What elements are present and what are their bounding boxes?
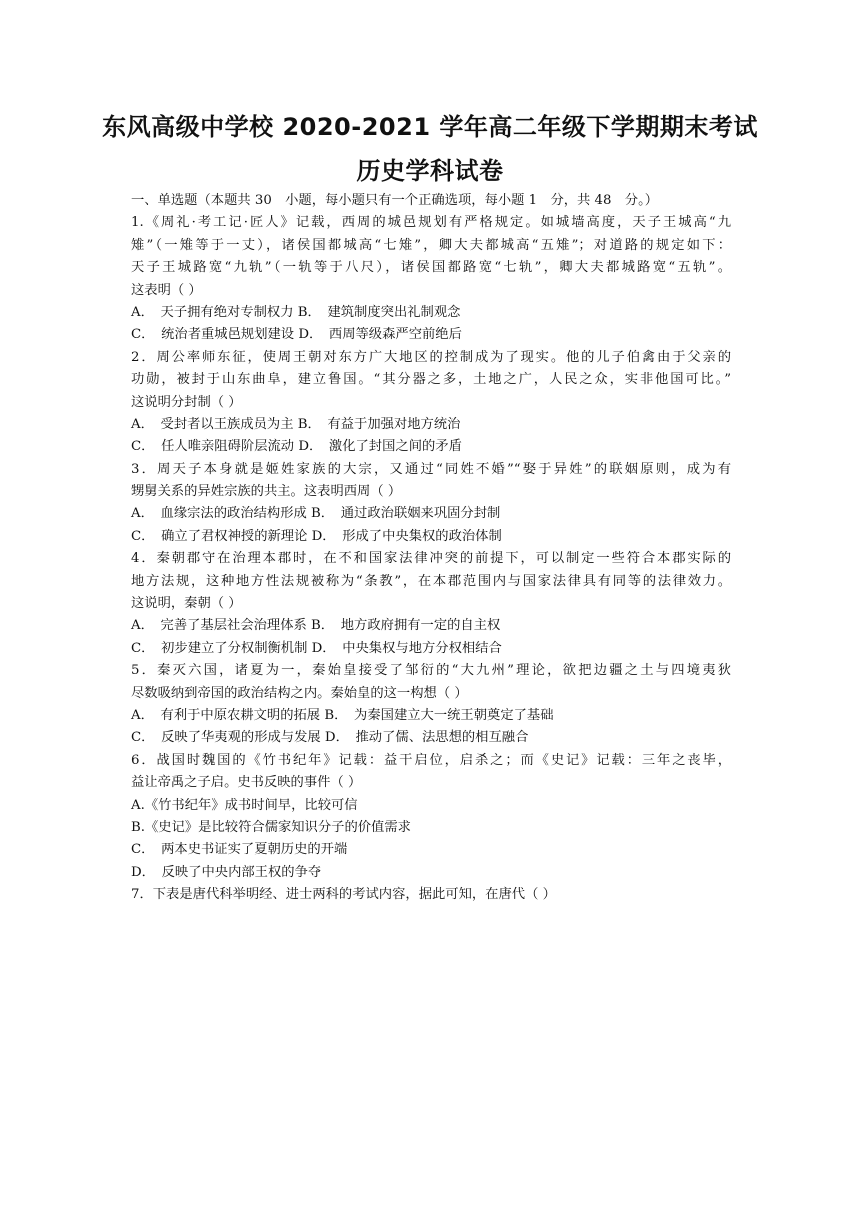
section-header: 一、单选题（本题共 30 小题，每小题只有一个正确选项，每小题 1 分，共 48 分。） — [131, 193, 659, 208]
text-line: 5．秦灭六国，诸夏为一，秦始皇接受了邹衍的“大九州”理论，欲把边疆之土与四境夷狄 — [131, 663, 731, 679]
exam-title: 东风高级中学校 2020-2021 学年高二年级下学期期末考试 — [102, 113, 758, 141]
text-line: C． 初步建立了分权制衡机制 D． 中央集权与地方分权相结合 — [131, 640, 502, 656]
text-line: C． 任人唯亲阻碍阶层流动 D． 激化了封国之间的矛盾 — [131, 439, 462, 455]
text-line: A.《竹书纪年》成书时间早，比较可信 — [131, 797, 358, 813]
exam-content — [131, 190, 731, 907]
text-line: 这说明，秦朝（ ） — [131, 596, 242, 612]
exam-subtitle: 历史学科试卷 — [356, 157, 504, 185]
text-line: 地方法规，这种地方性法规被称为“条教”，在本郡范围内与国家法律具有同等的法律效力。 — [131, 573, 731, 589]
text-line: 甥舅关系的异姓宗族的共主。这表明西周（ ） — [131, 484, 402, 500]
text-line: C． 确立了君权神授的新理论 D． 形成了中央集权的政治体制 — [131, 528, 502, 544]
question-lines — [131, 212, 731, 906]
text-line: 1.《周礼·考工记·匠人》记载，西周的城邑规划有严格规定。如城墙高度，天子王城高“九 — [131, 215, 731, 231]
text-line: D． 反映了中央内部王权的争夺 — [131, 864, 322, 880]
text-line: 天子王城路宽“九轨”（一轨等于八尺），诸侯国都路宽“七轨”，卿大夫都城路宽“五轨”。 — [131, 260, 731, 276]
text-line: 这表明（ ） — [131, 282, 202, 298]
text-line: 尽数吸纳到帝国的政治结构之内。秦始皇的这一构想（ ） — [131, 685, 468, 701]
text-line: 3．周天子本身就是姬姓家族的大宗，又通过“同姓不婚”“娶于异姓”的联姻原则，成为有 — [131, 461, 731, 477]
text-line: B.《史记》是比较符合儒家知识分子的价值需求 — [131, 819, 411, 835]
text-line: 功勋，被封于山东曲阜，建立鲁国。“其分器之多，土地之广，人民之众，实非他国可比。” — [131, 372, 731, 388]
text-line: C． 统治者重城邑规划建设 D． 西周等级森严空前绝后 — [131, 327, 462, 343]
text-line: 益让帝禹之子启。史书反映的事件（ ） — [131, 775, 362, 791]
text-line: A． 受封者以王族成员为主 B． 有益于加强对地方统治 — [131, 416, 461, 432]
text-line: C． 反映了华夷观的形成与发展 D． 推动了儒、法思想的相互融合 — [131, 730, 529, 746]
text-line: A． 天子拥有绝对专制权力 B． 建筑制度突出礼制观念 — [131, 304, 461, 320]
text-line: 这说明分封制（ ） — [131, 394, 242, 410]
text-line: A． 有利于中原农耕文明的拓展 B． 为秦国建立大一统王朝奠定了基础 — [131, 707, 554, 723]
text-line: A． 完善了基层社会治理体系 B． 地方政府拥有一定的自主权 — [131, 618, 501, 634]
text-line: 7．下表是唐代科举明经、进士两科的考试内容，据此可知，在唐代（ ） — [131, 887, 556, 903]
text-line: 6．战国时魏国的《竹书纪年》记载：益干启位，启杀之；而《史记》记载：三年之丧毕， — [131, 752, 731, 768]
text-line: 2．周公率师东征，使周王朝对东方广大地区的控制成为了现实。他的儿子伯禽由于父亲的 — [131, 349, 731, 365]
text-line: C． 两本史书证实了夏朝历史的开端 — [131, 842, 348, 858]
text-line: 4．秦朝郡守在治理本郡时，在不和国家法律冲突的前提下，可以制定一些符合本郡实际的 — [131, 551, 731, 567]
text-line: A． 血缘宗法的政治结构形成 B． 通过政治联姻来巩固分封制 — [131, 506, 501, 522]
text-line: 雉”（一雉等于一丈），诸侯国都城高“七雉”，卿大夫都城高“五雉”；对道路的规定如下： — [131, 237, 731, 253]
